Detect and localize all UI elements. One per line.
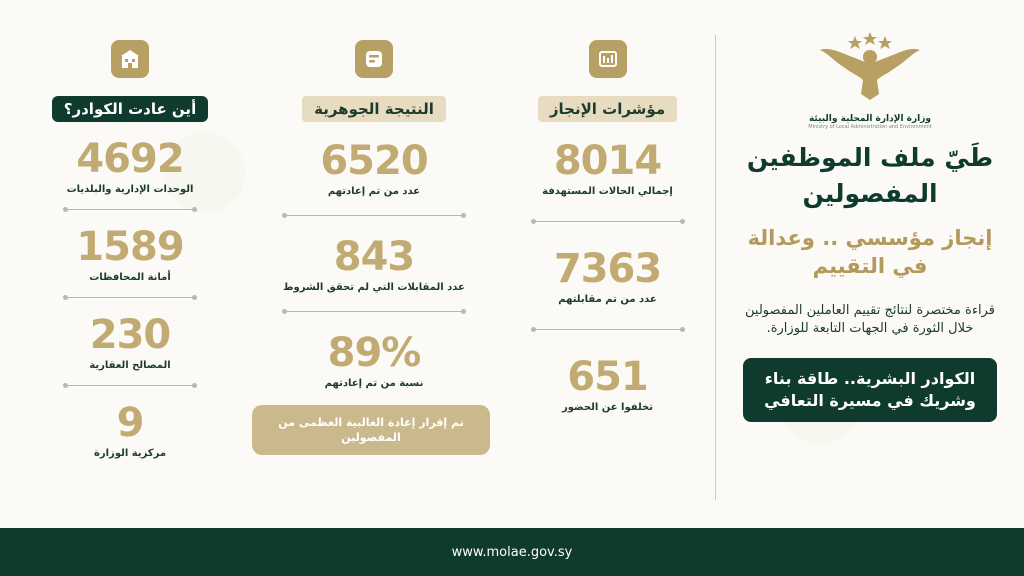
website-link[interactable]: www.molae.gov.sy — [451, 544, 573, 560]
document-icon — [355, 40, 393, 78]
separator — [65, 385, 195, 386]
destinations-value-3: 230 — [89, 312, 171, 358]
headline-description: قراءة مختصرة لنتائج تقييم العاملين المفصولين خلال الثورة في الجهات التابعة للوزارة. — [745, 303, 995, 336]
ministry-name-ar: وزارة الإدارة المحلية والبيئة — [808, 114, 932, 124]
destinations-column — [40, 40, 220, 459]
destinations-value-4: 9 — [116, 400, 144, 446]
separator — [284, 311, 464, 312]
headline-callout: الكوادر البشرية.. طاقة بناء وشريك في مسيرة التعافي — [743, 358, 997, 422]
indicators-label-1: إجمالي الحالات المستهدفة — [542, 186, 673, 197]
bar-chart-icon — [589, 40, 627, 78]
destinations-value-2: 1589 — [76, 224, 184, 270]
destinations-label-3: المصالح العقارية — [89, 360, 171, 371]
indicators-value-1: 8014 — [553, 138, 662, 184]
results-value-3: 89% — [327, 330, 421, 376]
results-value-1: 6520 — [320, 138, 428, 184]
separator — [533, 329, 683, 330]
results-value-2: 843 — [333, 234, 415, 280]
headline-subtitle: إنجاز مؤسسي .. وعدالة في التقييم — [747, 226, 993, 278]
building-icon — [111, 40, 149, 78]
indicators-label-3: تخلفوا عن الحضور — [561, 402, 653, 413]
results-label-1: عدد من تم إعادتهم — [327, 186, 421, 197]
indicators-label-2: عدد من تم مقابلتهم — [558, 294, 657, 305]
ministry-name-en: Ministry of Local Administration and Environment — [808, 124, 932, 130]
destinations-value-1: 4692 — [76, 136, 184, 182]
results-heading: النتيجة الجوهرية — [302, 96, 446, 122]
indicators-column — [520, 40, 695, 413]
indicators-heading: مؤشرات الإنجاز — [538, 96, 677, 122]
indicators-value-2: 7363 — [553, 246, 662, 292]
separator — [65, 297, 195, 298]
destinations-heading: أين عادت الكوادر؟ — [52, 96, 208, 122]
destinations-label-1: الوحدات الإدارية والبلديات — [66, 184, 194, 195]
results-column — [258, 40, 490, 455]
separator — [284, 215, 464, 216]
headline-title: طَيّ ملف الموظفين المفصولين — [746, 143, 994, 208]
separator — [533, 221, 683, 222]
footer-bar — [0, 528, 1024, 576]
results-label-2: عدد المقابلات التي لم تحقق الشروط — [283, 282, 465, 293]
results-label-3: نسبة من تم إعادتهم — [324, 378, 424, 389]
headline-panel — [730, 28, 1010, 422]
destinations-label-2: أمانة المحافظات — [89, 272, 171, 283]
results-note: تم إقرار إعادة الغالبية العظمى من المفصولين — [252, 405, 490, 455]
separator — [65, 209, 195, 210]
vertical-divider — [715, 35, 716, 500]
indicators-value-3: 651 — [567, 354, 648, 400]
eagle-logo-icon — [815, 28, 925, 110]
destinations-label-4: مركزية الوزارة — [93, 448, 167, 459]
